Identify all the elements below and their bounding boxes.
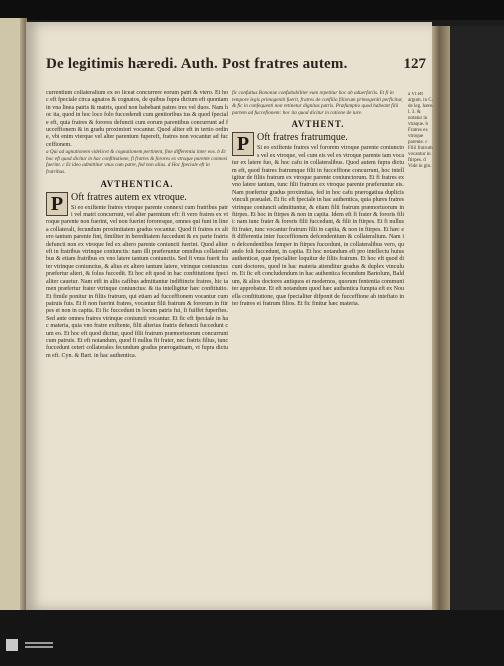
library-wordmark-icon xyxy=(25,640,53,650)
page-edge-stack xyxy=(432,26,450,610)
left-drop-cap: P xyxy=(46,192,68,216)
book-page xyxy=(26,22,432,610)
library-mark-icon xyxy=(6,639,18,651)
page-title: De legitimis hæredi. Auth. Post fratres autem. xyxy=(46,56,348,72)
right-subject-line xyxy=(232,132,404,156)
scan-background-top xyxy=(0,0,504,20)
right-gloss-top: fic confultus Bononiæ confultabiliter eum repetitur hoc ab aduerfariis. Et fi in tempore legis primogeniti fuerit, fratres de confilio filiorum primogeniti perficitur, & fic in confequenti non retinetur dignitas patris. Præfumptio quod habeant filii partem ad fuccefionem: hoc ita quod dicitur in ratione de iure. xyxy=(232,90,403,116)
scan-background-bottom xyxy=(0,610,504,666)
left-body-text-2: Si eo exiftente fratres vtroque parente connexi cum fratribus patri vel matri concurrunt, vel alter parentum eft: fi vero fratres ex vtroque parente non fuerint, vel non fuerint fororesque, omnes qui funt in linea collaterali, fecundum proximitatem gradus vocantur. Quod fi fratres ex altero tantum parente fint, fimiliter in hereditatem fuccedunt & ex parte fratris defuncti non ex vtroque fed ex altero parente coniuncti fuerint. Quod aliter eft in fratribus vtrinque coniunctis: nam illi præferuntur omnibus collateralibus & etiam fratribus ex vno latere tantum coniunctis. Sed fi vnus fuerit frater vtrinque coniunctus, & alius ex altero tantum latere, vtrinque coniunctus præfertur alteri, & folus fuccedit. Et hoc eft quod in hac conftitutione fpecialiter cauetur. Nam etfi in aliis cafibus admittantur indiftincte fratres, hic tamen præfertur frater vtrinque coniunctus: & ita intelligitur hæc conftitutio. Et fimile ponitur in filiis fratrum, qui etiam ad fucceffionem vocantur cum patruis fuis. Et fi non fuerint fratres, vocantur filii fratrum & fororum in ftirpes et non in capita. Et fic fuccedunt in locum patris fui, fi fuiffet fuperftes. Sed ante omnes fratres vtrinque coniuncti vocantur. Et fic eft fpeciale in hac materia, quia vno fratre exiftente, filii alterius fratris defuncti fuccedunt cum eo. Et hoc eft quod dicitur, quod filii fratrum præmortuorum concurrunt cum patruis. Et eft notandum, quod fi nullus fit frater, nec fratris filius, tunc fuccedunt ceteri collaterales fecundum gradus prærogatiuam, vt fupra dictum eft. Cyn. & Bart. in hac authentica. xyxy=(46,204,228,359)
page-number: 127 xyxy=(403,56,426,72)
previous-page-edge xyxy=(0,18,27,612)
right-drop-cap: P xyxy=(232,132,254,156)
margin-note-a: a Vt eft argum. in C. de leg. hære. l. 3. & notatur in vtraque. b Fratres ex vtroque parente. c Filii fratrum vocantur in ftirpes. d Vide in glo. xyxy=(408,92,434,169)
left-column xyxy=(46,90,228,612)
margin-notes xyxy=(408,92,434,222)
library-logo-icon xyxy=(6,636,53,654)
running-header xyxy=(46,56,426,80)
left-subject-text: Oft fratres autem ex vtroque. xyxy=(71,191,187,203)
left-body-text-1: currentium collateralium ex eo liceat concurrere eorum patri & vtero. Et hoc eft fpeciale circa agnatos & cognatos, de quibus fupra dictum eft quoniam in vna linea patris & matris, quod non habebant patres tres vel duos. Nam hoc ita, quod in hoc loco folo fuccedendi cum genitoribus ius & quod fpeciale eft, quia fratres & forores defuncti cum eorum parentibus concurrunt ad fucceffionem & in gradu proximiori vocantur. Quod aliter eft in tertio ordine, vbi enim vterque vel alter parentum fupereft, fratres non vocantur ad fucceffionem. xyxy=(46,90,228,148)
scan-background-right xyxy=(450,26,504,610)
right-column xyxy=(232,90,404,612)
right-section-heading: AVTHENT. xyxy=(291,119,345,130)
left-section-heading: AVTHENTICA. xyxy=(100,178,174,189)
left-gloss-notes: a Qui ad agnationem videlicet & cognationem pertinent, fine differentia inter eos. b Et hoc eft quod dicitur in hac conftitutione, fi fratres & forores ex vtroque parente connexi fuerint. c Et ideo admittitur vnus cum patre, fed non alius. d Hoc fpeciale eft in fratribus. xyxy=(46,149,228,176)
right-body-text: Si eo exiftente fratres vel fororem vtroque parente coniunctos vel ex vtroque, vel cum eis vel ex vtroque parente iam vocatur ex latere fuo, & hoc cafu in collateralibus. Quod autem fupra dictum eft, quod fratres fratrumque filii in fucceffione concurrunt, hoc intelligitur de filiis fratrum ex vtroque parente coniunctorum. Et fi fratres ex vno latere tantum, tunc filii fratrum ex vtroque parente præferuntur eis. Nam præfertur gradus proximitas, fed in hoc cafu prærogatiua duplicis vinculi præualet. Et fic eft fpeciale in hac authentica, quia plures fratres vtrinque coniuncti admittuntur, & etiam filii fratrum præmortuorum in ftirpes. Et hoc in ftirpes & non in capita. Idem eft fi frater & fororis filii: nam tunc frater & fororis filii fuccedunt, & filii in ftirpes. Et fi nullus fit frater, tunc vocantur fratrum filii in capita, & non in ftirpes. Et hæc eft differentia inter fucceffionem defcendentium & collateralium. Nam in defcendentibus femper in ftirpes fuccedunt, in collateralibus vero, quando foli fuccedunt, in capita. Et hoc notandum eft pro intellectu huius authenticæ, quæ fpecialiter loquitur de filiis fratrum. Et hoc eft quod dicunt doctores, quod in hac materia attenditur gradus & duplex vinculum. Et fic eft concludendum in hac authentica fecundum Bartolum, Baldum, & alios doctores antiquos et modernos, quorum fententia communiter approbatur. Et eft notandum quod hæc authentica fumpta eft ex Nouella conftitutione, quæ fpecialiter difponit de fucceffione ab inteftato inter fratres et fratrum filios. Et fic finitur hæc materia. xyxy=(232,145,404,307)
left-subject-line xyxy=(46,191,228,215)
right-subject-text: Oft fratres fratrumque. xyxy=(257,132,348,144)
